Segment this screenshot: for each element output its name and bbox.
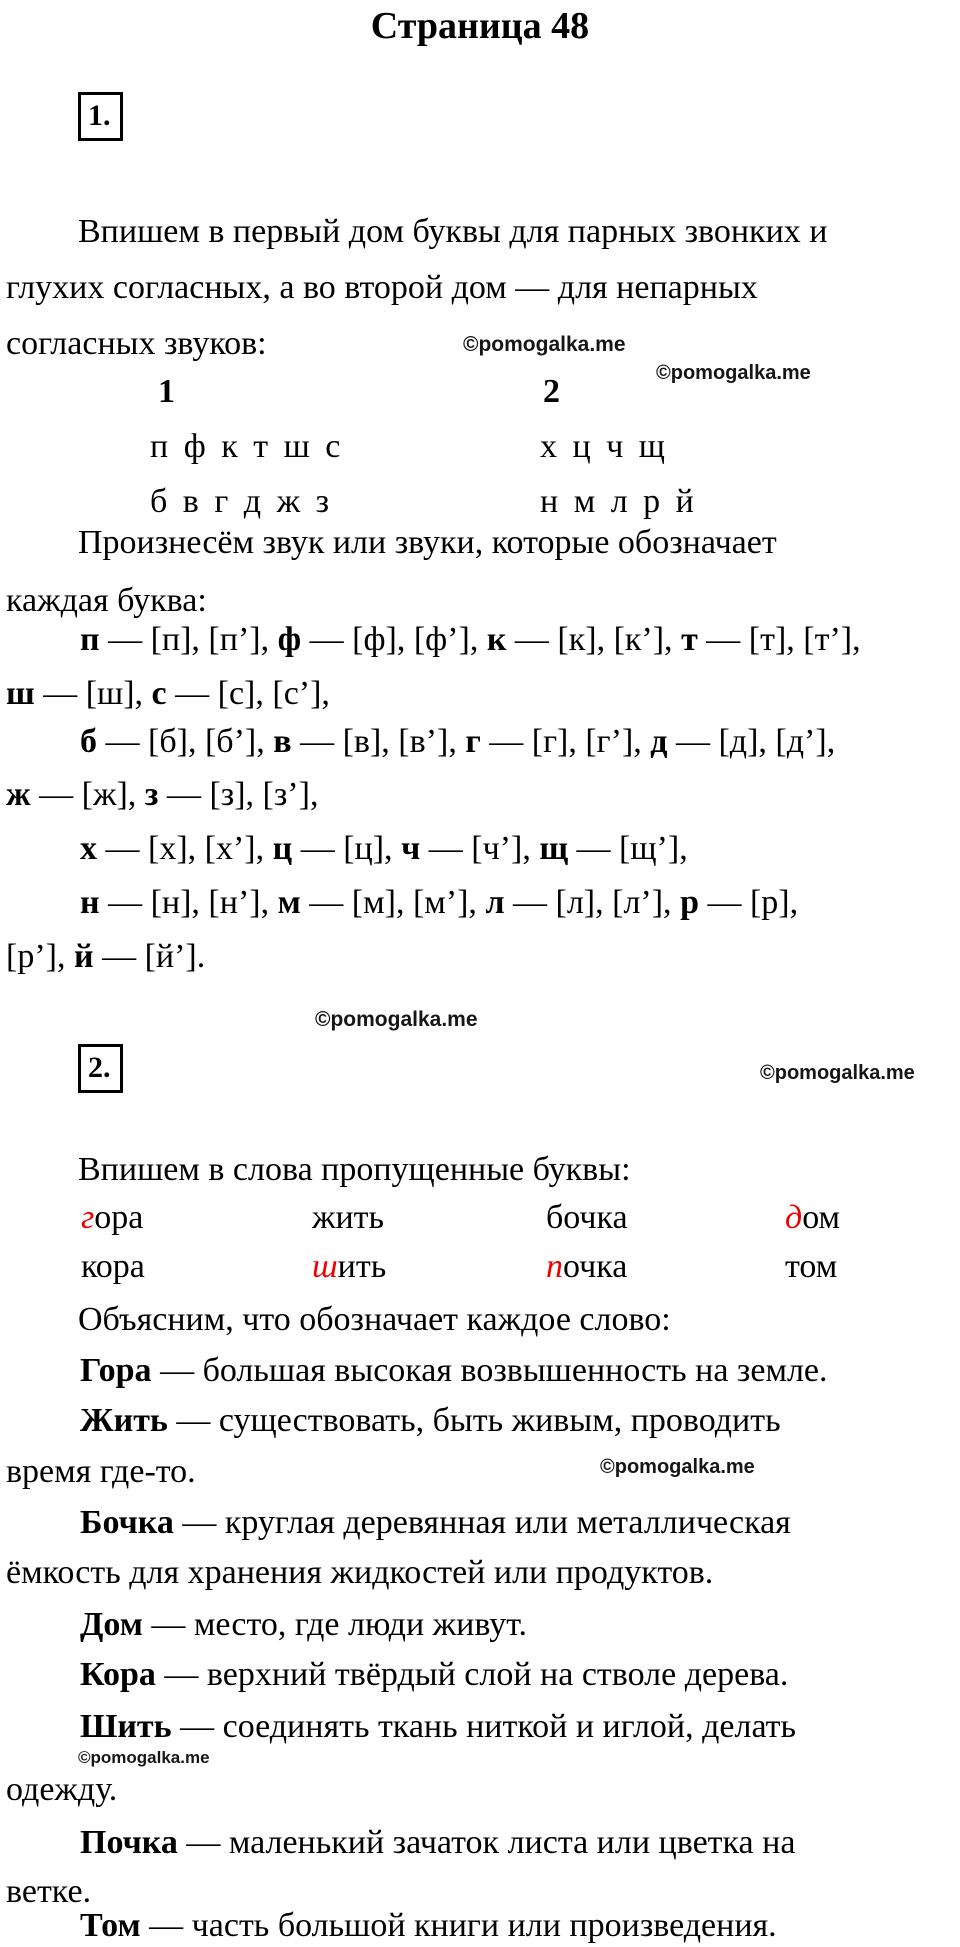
text-segment: ом: [802, 1199, 841, 1236]
text-segment: ить: [337, 1248, 387, 1285]
text-segment: том: [785, 1248, 838, 1285]
page-title: Страница 48: [370, 5, 590, 47]
task-1-number: 1.: [88, 99, 111, 132]
explain-heading: Объясним, что обозначает каждое слово:: [78, 1301, 671, 1338]
text-segment: п: [80, 621, 100, 658]
text-segment: й: [73, 938, 94, 975]
text-segment: — [н], [н’],: [99, 884, 278, 921]
word-cell: [785, 1247, 837, 1286]
word-cell: [312, 1247, 386, 1286]
watermark: ©pomogalka.me: [315, 1008, 478, 1031]
text-segment: — [к], [к’],: [506, 621, 682, 658]
house-1-row-1: п ф к т ш с: [150, 428, 341, 465]
sound-line: [6, 674, 330, 713]
word-cell: [785, 1198, 840, 1237]
text-segment: — [ч’],: [420, 830, 540, 867]
house-2-header: 2: [543, 373, 560, 410]
text-segment: — [т], [т’],: [697, 621, 861, 658]
text-segment: — [г], [г’],: [480, 723, 651, 760]
text-segment: — [щ’],: [568, 830, 688, 867]
text-segment: — большая высокая возвышенность на земле.: [151, 1352, 828, 1389]
text-segment: ора: [94, 1199, 144, 1236]
definition-line: [80, 1823, 795, 1862]
task-1-intro-line-2: глухих согласных, а во второй дом — для непарных: [6, 269, 758, 306]
text-segment: л: [485, 884, 505, 921]
text-segment: Бочка: [80, 1504, 174, 1541]
task-2-intro: Впишем в слова пропущенные буквы:: [78, 1151, 631, 1188]
text-segment: — [х], [х’],: [97, 830, 273, 867]
text-segment: Жить: [80, 1402, 168, 1439]
text-segment: с: [151, 675, 167, 712]
definition-line: [80, 1605, 527, 1644]
house-1-header: 1: [158, 373, 175, 410]
text-segment: — [ш],: [34, 675, 152, 712]
text-segment: — часть большой книги или произведения.: [140, 1907, 777, 1944]
word-cell: [546, 1198, 628, 1237]
text-segment: ёмкость для хранения жидкостей или продуктов.: [6, 1554, 714, 1591]
definition-line: [80, 1351, 828, 1390]
watermark: ©pomogalka.me: [463, 333, 626, 356]
text-segment: — [ц],: [292, 830, 402, 867]
text-segment: — [ф], [ф’],: [301, 621, 487, 658]
text-segment: Шить: [80, 1708, 172, 1745]
text-segment: х: [80, 830, 97, 867]
text-segment: — [р],: [698, 884, 799, 921]
word-cell: [546, 1247, 627, 1286]
definition-line: [6, 1770, 117, 1809]
text-segment: н: [80, 884, 100, 921]
text-segment: — [з], [з’],: [158, 776, 319, 813]
watermark: ©pomogalka.me: [656, 362, 811, 384]
word-cell: [81, 1198, 143, 1237]
text-segment: кора: [81, 1248, 145, 1285]
text-segment: ш: [6, 675, 35, 712]
text-segment: ц: [272, 830, 293, 867]
text-segment: одежду.: [6, 1771, 118, 1808]
text-segment: т: [681, 621, 698, 658]
pronounce-line-2: каждая буква:: [6, 582, 207, 619]
task-1-number-box: [78, 92, 123, 141]
text-segment: щ: [539, 830, 569, 867]
text-segment: — существовать, быть живым, проводить: [167, 1402, 781, 1439]
text-segment: — место, где люди живут.: [142, 1606, 528, 1643]
sound-line: [6, 775, 318, 814]
text-segment: — [ж],: [30, 776, 145, 813]
text-segment: ф: [277, 621, 302, 658]
task-2-number-box: [78, 1044, 123, 1093]
watermark: ©pomogalka.me: [760, 1062, 915, 1084]
task-1-intro-line-3: согласных звуков:: [6, 325, 267, 362]
text-segment: — [л], [л’],: [504, 884, 681, 921]
definition-line: [80, 1503, 791, 1542]
text-segment: — [б], [б’],: [97, 723, 274, 760]
definition-line: [80, 1401, 781, 1440]
text-segment: — [й’].: [93, 938, 206, 975]
text-segment: — маленький зачаток листа или цветка на: [177, 1824, 796, 1861]
text-segment: м: [277, 884, 301, 921]
sound-line: [80, 883, 798, 922]
text-segment: — [в], [в’],: [291, 723, 466, 760]
text-segment: — верхний твёрдый слой на стволе дерева.: [155, 1656, 789, 1693]
text-segment: Гора: [80, 1352, 152, 1389]
definition-line: [6, 1553, 713, 1592]
house-2-row-2: н м л р й: [540, 483, 694, 520]
inserted-letter: п: [546, 1248, 563, 1285]
text-segment: р: [680, 884, 699, 921]
house-1-row-2: б в г д ж з: [150, 483, 330, 520]
text-segment: ч: [401, 830, 421, 867]
text-segment: бочка: [546, 1199, 628, 1236]
task-2-number: 2.: [88, 1051, 111, 1084]
text-segment: ветке.: [6, 1873, 92, 1910]
text-segment: Дом: [80, 1606, 143, 1643]
task-1-intro-line-1: Впишем в первый дом буквы для парных звонких и: [78, 213, 828, 250]
definition-line: [80, 1906, 777, 1945]
definition-line: [6, 1872, 91, 1911]
sound-line: [80, 620, 861, 659]
text-segment: — [м], [м’],: [300, 884, 486, 921]
text-segment: Почка: [80, 1824, 178, 1861]
text-segment: жить: [312, 1199, 385, 1236]
text-segment: очка: [563, 1248, 628, 1285]
sound-line: [80, 829, 688, 868]
sound-line: [6, 937, 205, 976]
definition-line: [6, 1452, 196, 1491]
definition-line: [80, 1655, 788, 1694]
watermark: ©pomogalka.me: [600, 1456, 755, 1478]
inserted-letter: д: [785, 1199, 803, 1236]
text-segment: — [д], [д’],: [667, 723, 836, 760]
text-segment: — круглая деревянная или металлическая: [173, 1504, 791, 1541]
inserted-letter: г: [81, 1199, 95, 1236]
text-segment: — [п], [п’],: [99, 621, 278, 658]
text-segment: время где-то.: [6, 1453, 196, 1490]
text-segment: б: [80, 723, 97, 760]
text-segment: — соединять ткань ниткой и иглой, делать: [171, 1708, 797, 1745]
text-segment: — [с], [с’],: [166, 675, 330, 712]
inserted-letter: ш: [312, 1248, 338, 1285]
definition-line: [80, 1707, 796, 1746]
text-segment: д: [650, 723, 668, 760]
text-segment: ж: [6, 776, 31, 813]
text-segment: Кора: [80, 1656, 156, 1693]
watermark: ©pomogalka.me: [78, 1748, 210, 1767]
text-segment: в: [273, 723, 292, 760]
text-segment: к: [486, 621, 507, 658]
text-segment: з: [144, 776, 159, 813]
text-segment: г: [465, 723, 481, 760]
house-2-row-1: х ц ч щ: [540, 428, 665, 465]
text-segment: Том: [80, 1907, 141, 1944]
word-cell: [312, 1198, 384, 1237]
text-segment: [р’],: [6, 938, 74, 975]
pronounce-line-1: Произнесём звук или звуки, которые обозначает: [78, 524, 777, 561]
word-cell: [81, 1247, 145, 1286]
sound-line: [80, 722, 835, 761]
